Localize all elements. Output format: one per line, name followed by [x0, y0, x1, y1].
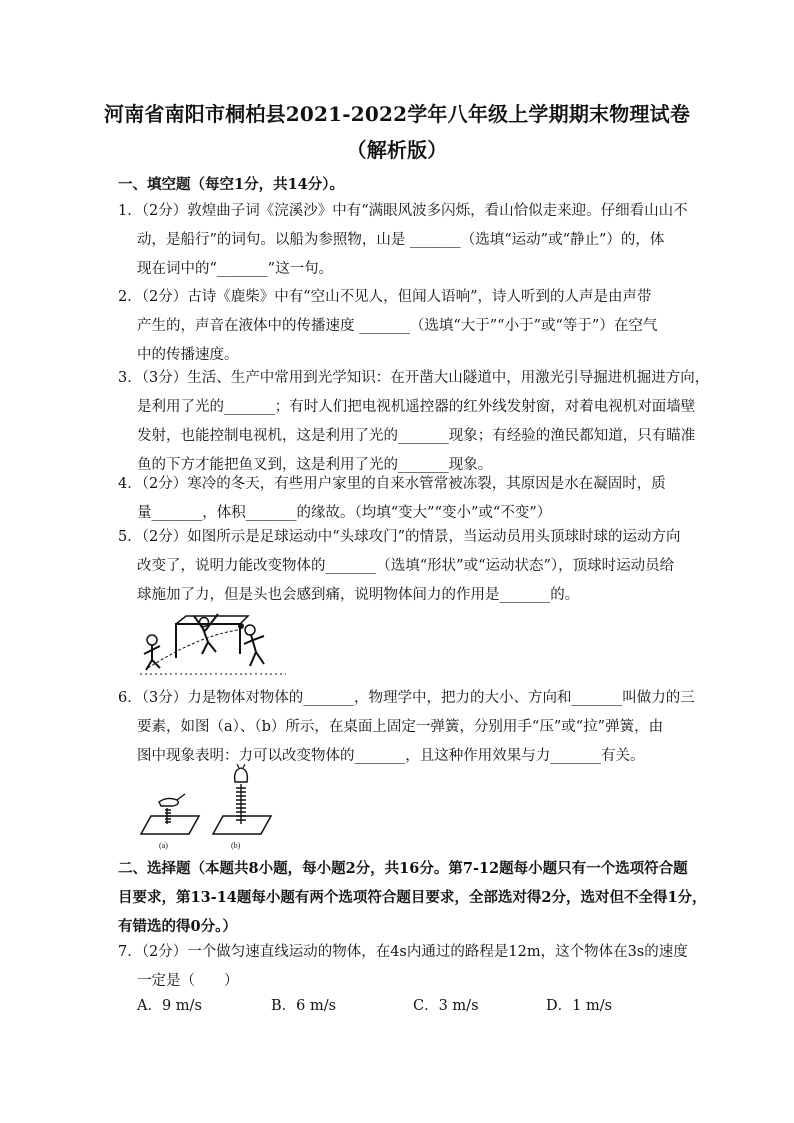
question-line: 7．（2分）一个做匀速直线运动的物体，在4s内通过的路程是12m，这个物体在3s的速度 [118, 944, 688, 960]
question-line: 要素，如图（a）、（b）所示，在桌面上固定一弹簧，分别用手“压”或“拉”弹簧，由 [137, 719, 664, 735]
question-line: 是利用了光的_______；有时人们把电视机遥控器的红外线发射窗，对着电视机对面墙壁 [137, 399, 696, 415]
section-line: 有错选的得0分。） [118, 918, 237, 935]
question-line: 现在词中的“_______”这一句。 [137, 261, 334, 277]
header-goal-figure [138, 606, 288, 678]
question-line: 5．（2分）如图所示是足球运动中“头球攻门”的情景，当运动员用头顶球时球的运动方向 [118, 529, 681, 545]
question-4 [118, 470, 684, 528]
question-line: 2．（2分）古诗《鹿柴》中有“空山不见人，但闻人语响”，诗人听到的人声是由声带 [118, 289, 652, 305]
question-6 [118, 684, 695, 771]
spring-figure [137, 764, 277, 850]
choice-d: D．1 m/s [546, 998, 613, 1014]
question-line: 发射，也能控制电视机，这是利用了光的_______现象；有经验的渔民都知道，只有瞄准 [137, 428, 696, 444]
section-line: 目要求，第13-14题每小题有两个选项符合题目要求，全部选对得2分，选对但不全得1分， [118, 889, 707, 906]
choice-c: C．3 m/s [413, 998, 479, 1014]
question-1 [118, 197, 688, 284]
exam-subtitle: （解析版） [346, 138, 448, 162]
question-line: 3．（3分）生活、生产中常用到光学知识：在开凿大山隧道中，用激光引导掘进机掘进方向， [118, 370, 710, 386]
figure-label-b: (b) [231, 841, 241, 850]
question-line: 改变了，说明力能改变物体的_______（选填“形状”或“运动状态”），顶球时运动员给 [137, 558, 675, 574]
section-line: 二、选择题（本题共8小题，每小题2分，共16分。第7-12题每小题只有一个选项符合题 [118, 860, 688, 877]
exam-title: 河南省南阳市桐柏县2021-2022学年八年级上学期期末物理试卷 [103, 102, 691, 126]
question-3 [118, 364, 710, 480]
choice-a: A．9 m/s [137, 998, 202, 1014]
question-line: 中的传播速度。 [137, 347, 239, 363]
question-5 [118, 523, 684, 610]
question-line: 4．（2分）寒冷的冬天，有些用户家里的自来水管常被冻裂，其原因是水在凝固时，质 [118, 476, 666, 492]
question-line: 量_______，体积_______的缘故。（均填“变大”“变小”或“不变”） [137, 505, 552, 521]
question-2 [118, 283, 684, 370]
question-line: 动，是船行”的词句。以船为参照物，山是 _______（选填“运动”或“静止”）的，体 [137, 232, 665, 248]
question-line: 6．（3分）力是物体对物体的_______，物理学中，把力的大小、方向和_______叫做力的三 [118, 690, 695, 706]
question-7 [118, 938, 688, 996]
question-line: 球施加了力，但是头也会感到痛，说明物体间力的作用是_______的。 [137, 587, 580, 603]
question-line: 产生的，声音在液体中的传播速度 _______（选填“大于”“小于”或“等于”）在空气 [137, 318, 658, 334]
section-fill-in-heading: 一、填空题（每空1分，共14分）。 [118, 176, 345, 193]
question-line: 1．（2分）敦煌曲子词《浣溪沙》中有“满眼风波多闪烁，看山恰似走来迎。仔细看山山不 [118, 203, 688, 219]
section-choice-heading [118, 854, 707, 941]
question-line: 一定是（ ） [137, 973, 239, 989]
question-line: 图中现象表明：力可以改变物体的_______，且这种作用效果与力_______有关。 [137, 748, 645, 764]
question-line: 鱼的下方才能把鱼叉到，这是利用了光的_______现象。 [137, 457, 493, 473]
choice-b: B．6 m/s [271, 998, 337, 1014]
figure-label-a: (a) [159, 841, 168, 850]
